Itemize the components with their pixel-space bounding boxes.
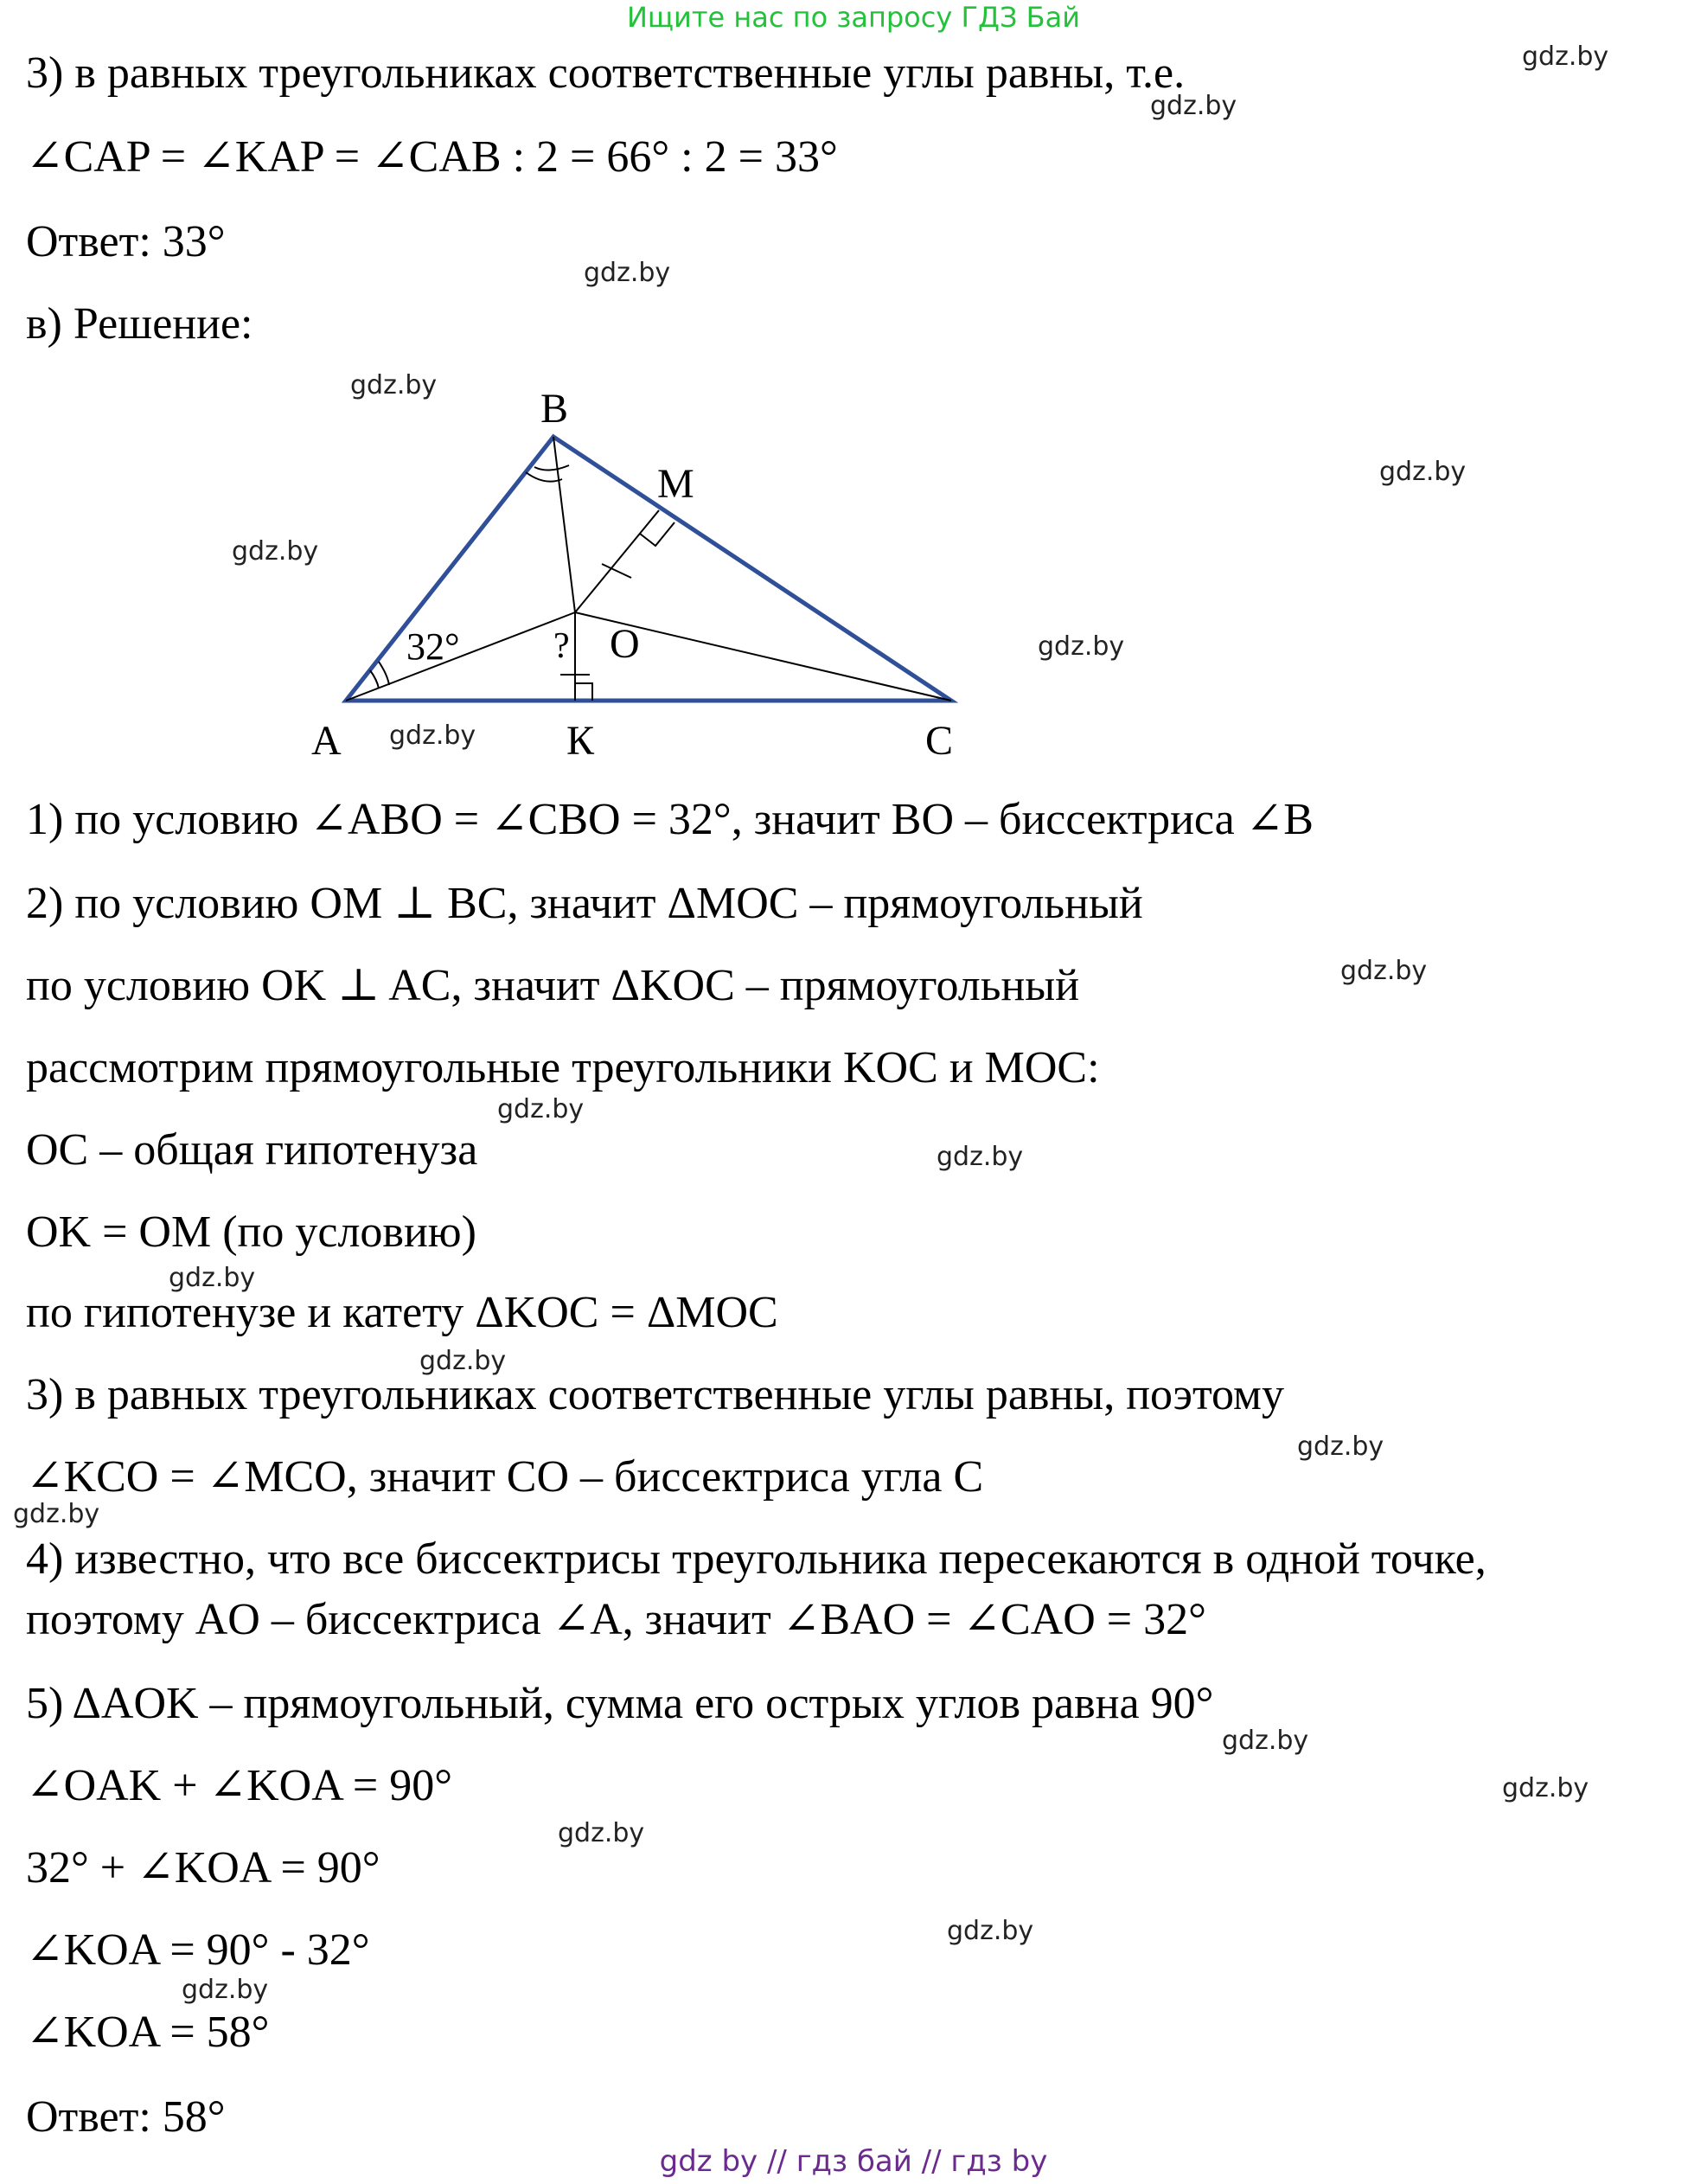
label-m: M [657,461,694,507]
angle-arc-b-1 [526,472,562,482]
watermark: gdz.by [1038,631,1125,662]
answer-2: Ответ: 58° [26,2092,226,2142]
right-angle-k [575,683,592,701]
watermark: gdz.by [1502,1773,1589,1803]
text-line-14: 4) известно, что все биссектрисы треугольника пересекаются в одной точке, [26,1534,1486,1584]
text-line-6: 2) по условию OM ⊥ BC, значит ΔMOC – прямоугольный [26,879,1143,928]
watermark: gdz.by [13,1499,100,1529]
angle-arc-a-1 [379,662,389,685]
watermark: gdz.by [497,1094,585,1124]
watermark: gdz.by [419,1346,507,1376]
text-line-20: ∠KOA = 58° [26,2008,270,2057]
text-line-9: OC – общая гипотенуза [26,1125,478,1175]
text-line-8: рассмотрим прямоугольные треугольники KOC и MOC: [26,1043,1100,1092]
text-line-11: по гипотенузе и катету ΔKOC = ΔMOC [26,1288,778,1337]
search-banner: Ищите нас по запросу ГДЗ Бай [626,1,1081,34]
solution-heading: в) Решение: [26,299,253,349]
text-line-17: ∠OAK + ∠KOA = 90° [26,1761,453,1810]
watermark: gdz.by [558,1818,645,1848]
watermark: gdz.by [1222,1726,1309,1756]
angle-arc-a-2 [370,670,379,689]
answer-1: Ответ: 33° [26,217,226,266]
watermark: gdz.by [947,1916,1034,1946]
text-line-19: ∠KOA = 90° - 32° [26,1925,370,1975]
text-line-2: ∠CAP = ∠KAP = ∠CAB : 2 = 66° : 2 = 33° [26,132,838,182]
label-a: A [311,718,342,761]
text-line-12: 3) в равных треугольниках соответственные углы равны, поэтому [26,1370,1284,1419]
label-unknown: ? [553,626,570,666]
label-b: B [540,386,569,432]
watermark: gdz.by [350,370,438,400]
text-line-5: 1) по условию ∠ABO = ∠CBO = 32°, значит BO – биссектриса ∠B [26,795,1314,844]
text-line-18: 32° + ∠KOA = 90° [26,1843,380,1893]
triangle-figure [294,372,986,761]
segment-om [575,510,659,612]
label-k: К [566,718,595,761]
angle-arc-b-2 [534,465,569,471]
label-c: C [925,718,954,761]
watermark: gdz.by [1297,1431,1384,1462]
watermark: gdz.by [1379,457,1467,487]
watermark: gdz.by [937,1142,1024,1172]
text-line-1: 3) в равных треугольниках соответственные углы равны, т.е. [26,48,1186,98]
watermark: gdz.by [584,258,671,288]
watermark: gdz.by [182,1975,269,2005]
watermark: gdz.by [1522,42,1609,72]
text-line-10: OK = OM (по условию) [26,1207,476,1257]
watermark: gdz.by [389,721,476,751]
text-line-15: поэтому AO – биссектриса ∠A, значит ∠BAO = ∠CAO = 32° [26,1595,1206,1644]
label-angle-32: 32° [406,625,460,668]
text-line-7: по условию OK ⊥ AC, значит ΔKOC – прямоугольный [26,961,1080,1010]
watermark: gdz.by [1340,956,1428,986]
segment-bo [553,437,575,612]
footer-links: gdz by // гдз бай // гдз by [659,2144,1048,2179]
text-line-16: 5) ΔAOK – прямоугольный, сумма его острых углов равна 90° [26,1679,1214,1728]
watermark: gdz.by [169,1263,256,1293]
watermark: gdz.by [232,536,319,567]
text-line-13: ∠KCO = ∠MCO, значит CO – биссектриса угла C [26,1452,984,1502]
label-o: O [610,621,640,667]
watermark: gdz.by [1150,91,1237,121]
